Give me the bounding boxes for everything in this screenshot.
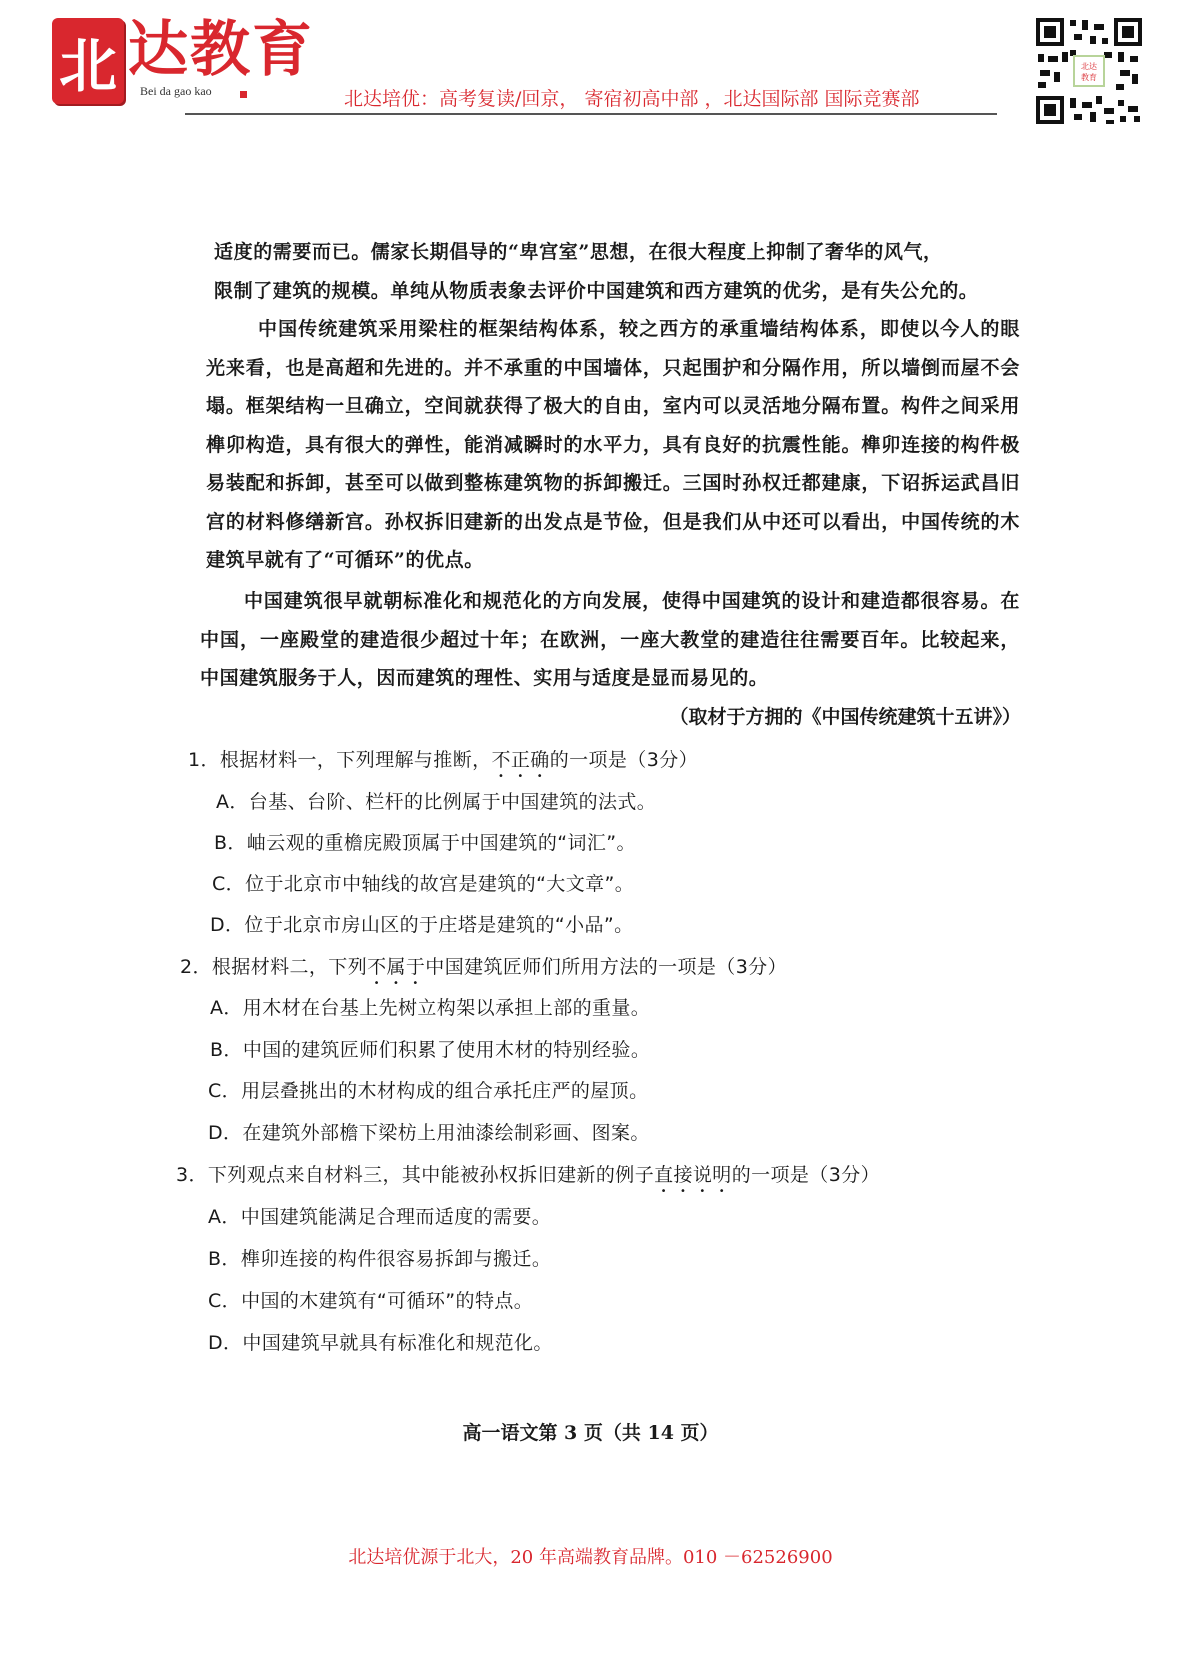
stem-emphasis: 直接说明 <box>654 1164 732 1186</box>
question-1-option-d: D．位于北京市房山区的于庄塔是建筑的“小品”。 <box>210 914 634 936</box>
qr-code-icon <box>1034 16 1144 126</box>
question-2-option-b: B．中国的建筑匠师们积累了使用木材的特别经验。 <box>210 1039 651 1061</box>
qr-center-text-top: 北达 <box>1081 62 1097 71</box>
question-1-stem <box>188 745 698 782</box>
logo-char: 北 <box>58 32 117 100</box>
question-3-option-c: C．中国的木建筑有“可循环”的特点。 <box>208 1290 534 1312</box>
passage-line: 限制了建筑的规模。单纯从物质表象去评价中国建筑和西方建筑的优劣，是有失公允的。 <box>214 279 979 302</box>
qr-center-text-bottom: 教育 <box>1081 73 1097 82</box>
brand-dot <box>240 91 247 98</box>
stem-text: 的一项是（3分） <box>549 749 698 771</box>
question-2-option-d: D．在建筑外部檐下梁枋上用油漆绘制彩画、图案。 <box>208 1122 650 1144</box>
stem-text: 的一项是（3分） <box>731 1164 880 1186</box>
stem-text: 1．根据材料一，下列理解与推断， <box>188 749 492 771</box>
passage-paragraph-2: 中国传统建筑采用梁柱的框架结构体系，较之西方的承重墙结构体系，即使以今人的眼光来看，也是高超和先进的。并不承重的中国墙体，只起围护和分隔作用，所以墙倒而屋不会塌。框架结构一旦确立，空间就获得了极大的自由，室内可以灵活地分隔布置。构件之间采用榫卯构造，具有很大的弹性，能消减瞬时的水平力，具有良好的抗震性能。榫卯连接的构件极易装配和拆卸，甚至可以做到整栋建筑物的拆卸搬迁。三国时孙权迁都建康，下诏拆运武昌旧宫的材料修缮新宫。孙权拆旧建新的出发点是节俭，但是我们从中还可以看出，中国传统的木建筑早就有了“可循环”的优点。 <box>206 318 1020 571</box>
question-3-option-a: A．中国建筑能满足合理而适度的需要。 <box>208 1206 552 1228</box>
brand-logo-text: 达教育 <box>128 15 314 85</box>
passage-paragraph-1 <box>214 233 1020 310</box>
question-1-option-c: C．位于北京市中轴线的故宫是建筑的“大文章”。 <box>212 873 635 895</box>
question-1-option-b: B．岫云观的重檐庑殿顶属于中国建筑的“词汇”。 <box>214 832 636 854</box>
stem-text: 2．根据材料二，下列 <box>180 956 368 978</box>
brand-pinyin: Bei da gao kao <box>140 84 212 98</box>
brand-logo-mark <box>52 18 124 104</box>
passage-source: （取材于方拥的《中国传统建筑十五讲》） <box>669 706 1021 728</box>
question-3-option-b: B．榫卯连接的构件很容易拆卸与搬迁。 <box>208 1248 552 1270</box>
passage-line: 适度的需要而已。儒家长期倡导的“卑宫室”思想，在很大程度上抑制了奢华的风气， <box>214 241 943 263</box>
question-2-option-a: A．用木材在台基上先树立构架以承担上部的重量。 <box>210 997 651 1019</box>
stem-text: 3．下列观点来自材料三，其中能被孙权拆旧建新的例子 <box>176 1164 655 1186</box>
question-1-option-a: A．台基、台阶、栏杆的比例属于中国建筑的法式。 <box>216 791 657 813</box>
header-divider <box>185 113 997 115</box>
stem-emphasis: 不正确 <box>491 749 550 771</box>
question-3-option-d: D．中国建筑早就具有标准化和规范化。 <box>208 1332 553 1354</box>
header-slogan: 北达培优：高考复读/回京， 寄宿初高中部 ，北达国际部 国际竞赛部 <box>344 88 920 110</box>
question-2-stem <box>180 952 787 989</box>
passage-paragraph-3: 中国建筑很早就朝标准化和规范化的方向发展，使得中国建筑的设计和建造都很容易。在中国，一座殿堂的建造很少超过十年；在欧洲，一座大教堂的建造往往需要百年。比较起来，中国建筑服务于人，因而建筑的理性、实用与适度是显而易见的。 <box>200 590 1020 689</box>
stem-emphasis: 不属于 <box>367 956 426 978</box>
question-3-stem <box>176 1160 880 1197</box>
page-header <box>0 0 1181 130</box>
question-2-option-c: C．用层叠挑出的木材构成的组合承托庄严的屋顶。 <box>208 1080 649 1102</box>
stem-text: 中国建筑匠师们所用方法的一项是（3分） <box>425 956 787 978</box>
footer-advert: 北达培优源于北大，20 年高端教育品牌。010 －62526900 <box>348 1547 833 1568</box>
page-number: 高一语文第 3 页（共 14 页） <box>462 1422 719 1444</box>
